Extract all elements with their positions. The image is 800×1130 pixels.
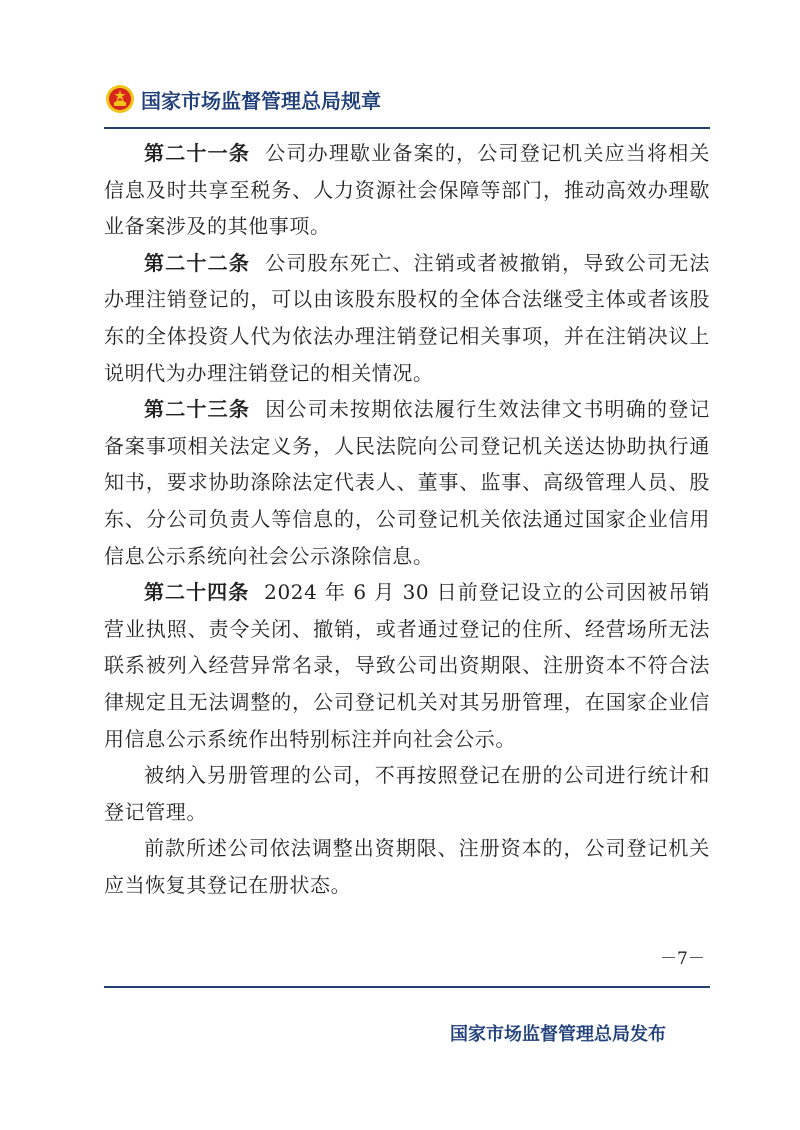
page-header [105,84,381,114]
article-number: 第二十一条 [144,141,251,165]
national-emblem-icon [105,84,135,114]
article-text: 2024 年 6 月 30 日前登记设立的公司因被吊销营业执照、责令关闭、撤销，或者通过登记的住所、经营场所无法联系被列入经营异常名录，导致公司出资期限、注册资本不符合法律规定且无法调整的，公司登记机关对其另册管理，在国家企业信用信息公示系统作出特别标注并向社会公示。 [104,580,710,751]
article-number: 第二十三条 [144,397,251,422]
header-title: 国家市场监督管理总局规章 [141,88,381,113]
document-body [104,135,710,903]
article-number: 第二十四条 [144,580,250,605]
paragraph: 被纳入另册管理的公司，不再按照登记在册的公司进行统计和登记管理。 [104,763,710,824]
article-21 [104,135,710,245]
header-divider [104,127,710,129]
article-22 [104,245,710,391]
article-text: 公司股东死亡、注销或者被撤销，导致公司无法办理注销登记的，可以由该股东股权的全体合法继受主体或者该股东的全体投资人代为依法办理注销登记相关事项，并在注销决议上说明代为办理注销登记的相关情况。 [104,250,711,385]
page-number: －7－ [660,949,705,969]
article-23 [104,391,710,574]
article-number: 第二十二条 [144,250,251,275]
footer-divider [104,986,710,988]
article-24 [104,574,710,757]
paragraph: 前款所述公司依法调整出资期限、注册资本的，公司登记机关应当恢复其登记在册状态。 [104,836,710,897]
article-text: 公司办理歇业备案的，公司登记机关应当将相关信息及时共享至税务、人力资源社会保障等部门，推动高效办理歇业备案涉及的其他事项。 [104,141,711,239]
footer-publisher: 国家市场监督管理总局发布 [450,1024,666,1045]
article-text: 因公司未按期依法履行生效法律文书明确的登记备案事项相关法定义务，人民法院向公司登记机关送达协助执行通知书，要求协助涤除法定代表人、董事、监事、高级管理人员、股东、分公司负责人等信息的，公司登记机关依法通过国家企业信用信息公示系统向社会公示涤除信息。 [104,397,711,568]
